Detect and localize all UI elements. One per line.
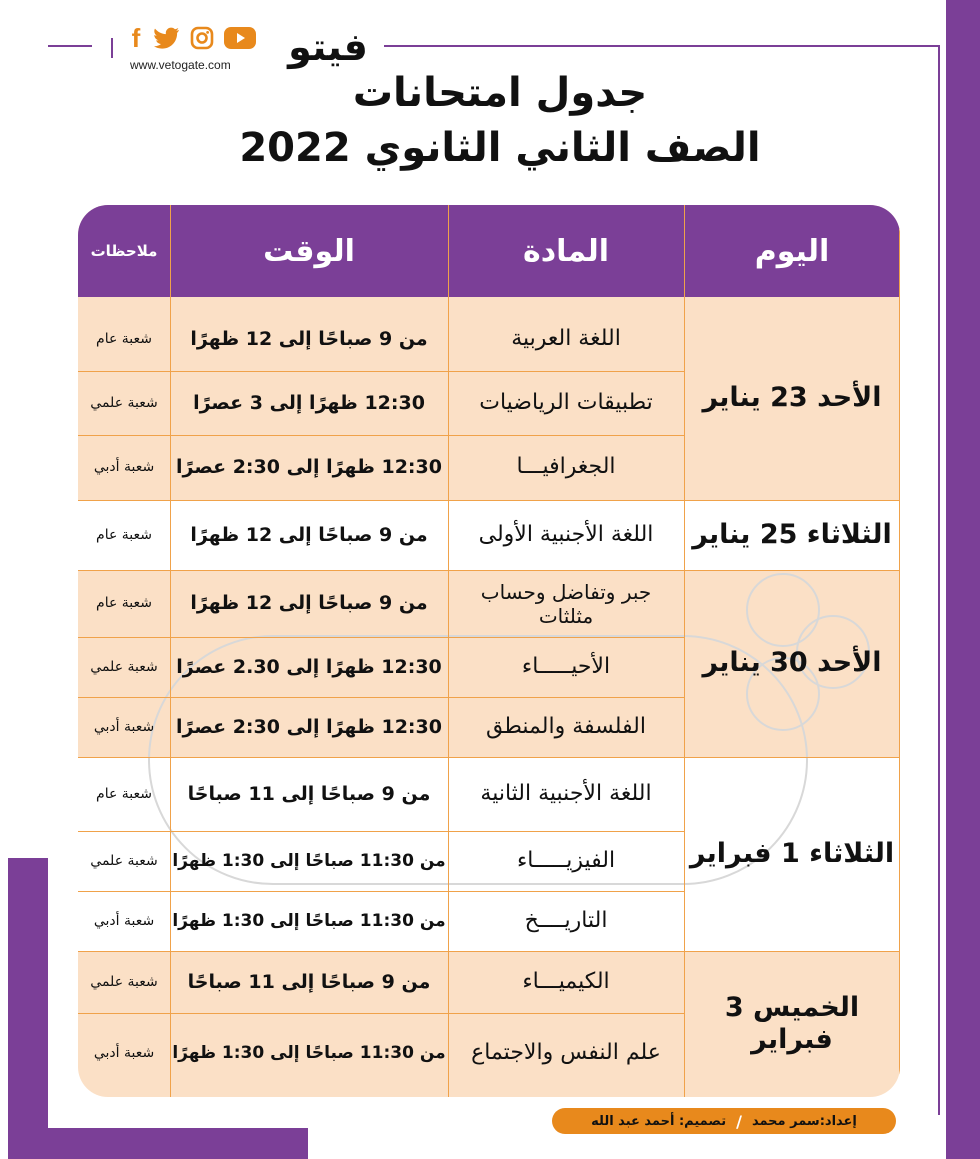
vetogate-logo [272,22,384,72]
page-title: جدول امتحانات [352,70,648,116]
day-cell: الثلاثاء 1 فبراير [689,837,895,869]
time-cell: 12:30 ظهرًا إلى 2:30 عصرًا [176,715,442,738]
header-day: اليوم [754,233,830,269]
subject-cell: جبر وتفاضل وحساب مثلثات [480,579,652,628]
subject-cell: اللغة الأجنبية الأولى [478,521,654,547]
note-cell: شعبة عام [96,526,152,543]
time-cell: 12:30 ظهرًا إلى 2:30 عصرًا [176,456,442,479]
note-cell: شعبة علمي [90,394,158,411]
subject-cell: الجغرافيـــا [516,454,616,480]
subject-cell: اللغة العربية [511,325,621,351]
note-cell: شعبة عام [96,595,152,612]
frame-line-top-right [384,45,940,47]
note-cell: شعبة أدبي [93,912,155,929]
time-cell: من 9 صباحًا إلى 12 ظهرًا [190,327,428,350]
subject-cell: الفلسفة والمنطق [486,713,646,739]
note-cell: شعبة علمي [90,852,158,869]
credits-separator: / [736,1111,742,1131]
social-icons [128,22,256,53]
designed-by: تصميم: أحمد عبد الله [591,1113,727,1129]
day-cell: الأحد 30 يناير [702,647,882,679]
subject-cell: الأحيـــــاء [521,653,611,679]
day-cell: الثلاثاء 25 يناير [692,518,892,550]
frame-tick [111,38,113,58]
note-cell: شعبة علمي [90,658,158,675]
note-cell: شعبة عام [96,330,152,347]
subject-cell: تطبيقات الرياضيات [479,389,653,415]
day-cell: الخميس 3 فبراير [724,991,860,1055]
day-cell: الأحد 23 يناير [702,382,882,414]
time-cell: من 9 صباحًا إلى 12 ظهرًا [190,523,428,546]
subject-cell: اللغة الأجنبية الثانية [480,780,652,806]
note-cell: شعبة أدبي [93,718,155,735]
instagram-icon[interactable] [190,25,214,51]
header-notes: ملاحظات [90,242,158,260]
time-cell: 12:30 ظهرًا إلى 3 عصرًا [193,391,425,414]
header-time: الوقت [263,233,355,269]
time-cell: من 11:30 صباحًا إلى 1:30 ظهرًا [172,1042,446,1063]
time-cell: من 9 صباحًا إلى 11 صباحًا [187,782,431,805]
subject-cell: التاريــــخ [524,907,608,933]
frame-line-top-left [48,45,92,47]
time-cell: من 11:30 صباحًا إلى 1:30 ظهرًا [172,910,446,931]
credits-bar [552,1108,896,1134]
note-cell: شعبة أدبي [93,459,155,476]
header-subject: المادة [522,233,610,269]
subject-cell: الكيميـــاء [522,968,610,994]
time-cell: من 11:30 صباحًا إلى 1:30 ظهرًا [172,850,446,871]
note-cell: شعبة أدبي [93,1044,155,1061]
note-cell: شعبة علمي [90,973,158,990]
youtube-icon[interactable] [224,25,256,51]
subject-cell: الفيزيـــــاء [516,847,616,873]
facebook-icon[interactable]: f [131,22,141,53]
subject-cell: علم النفس والاجتماع [471,1039,661,1065]
time-cell: من 9 صباحًا إلى 11 صباحًا [187,970,431,993]
exam-schedule-table [78,205,900,1097]
note-cell: شعبة عام [96,785,152,802]
page-subtitle: الصف الثاني الثانوي 2022 [239,125,761,171]
frame-line-right [938,45,940,1115]
twitter-icon[interactable] [154,25,180,51]
prepared-by: إعداد:سمر محمد [751,1113,857,1129]
time-cell: 12:30 ظهرًا إلى 2.30 عصرًا [176,655,442,678]
website-url[interactable]: www.vetogate.com [130,58,231,72]
time-cell: من 9 صباحًا إلى 12 ظهرًا [190,592,428,615]
logo-text: فيتو [288,25,368,69]
right-accent-bar [946,0,980,1159]
